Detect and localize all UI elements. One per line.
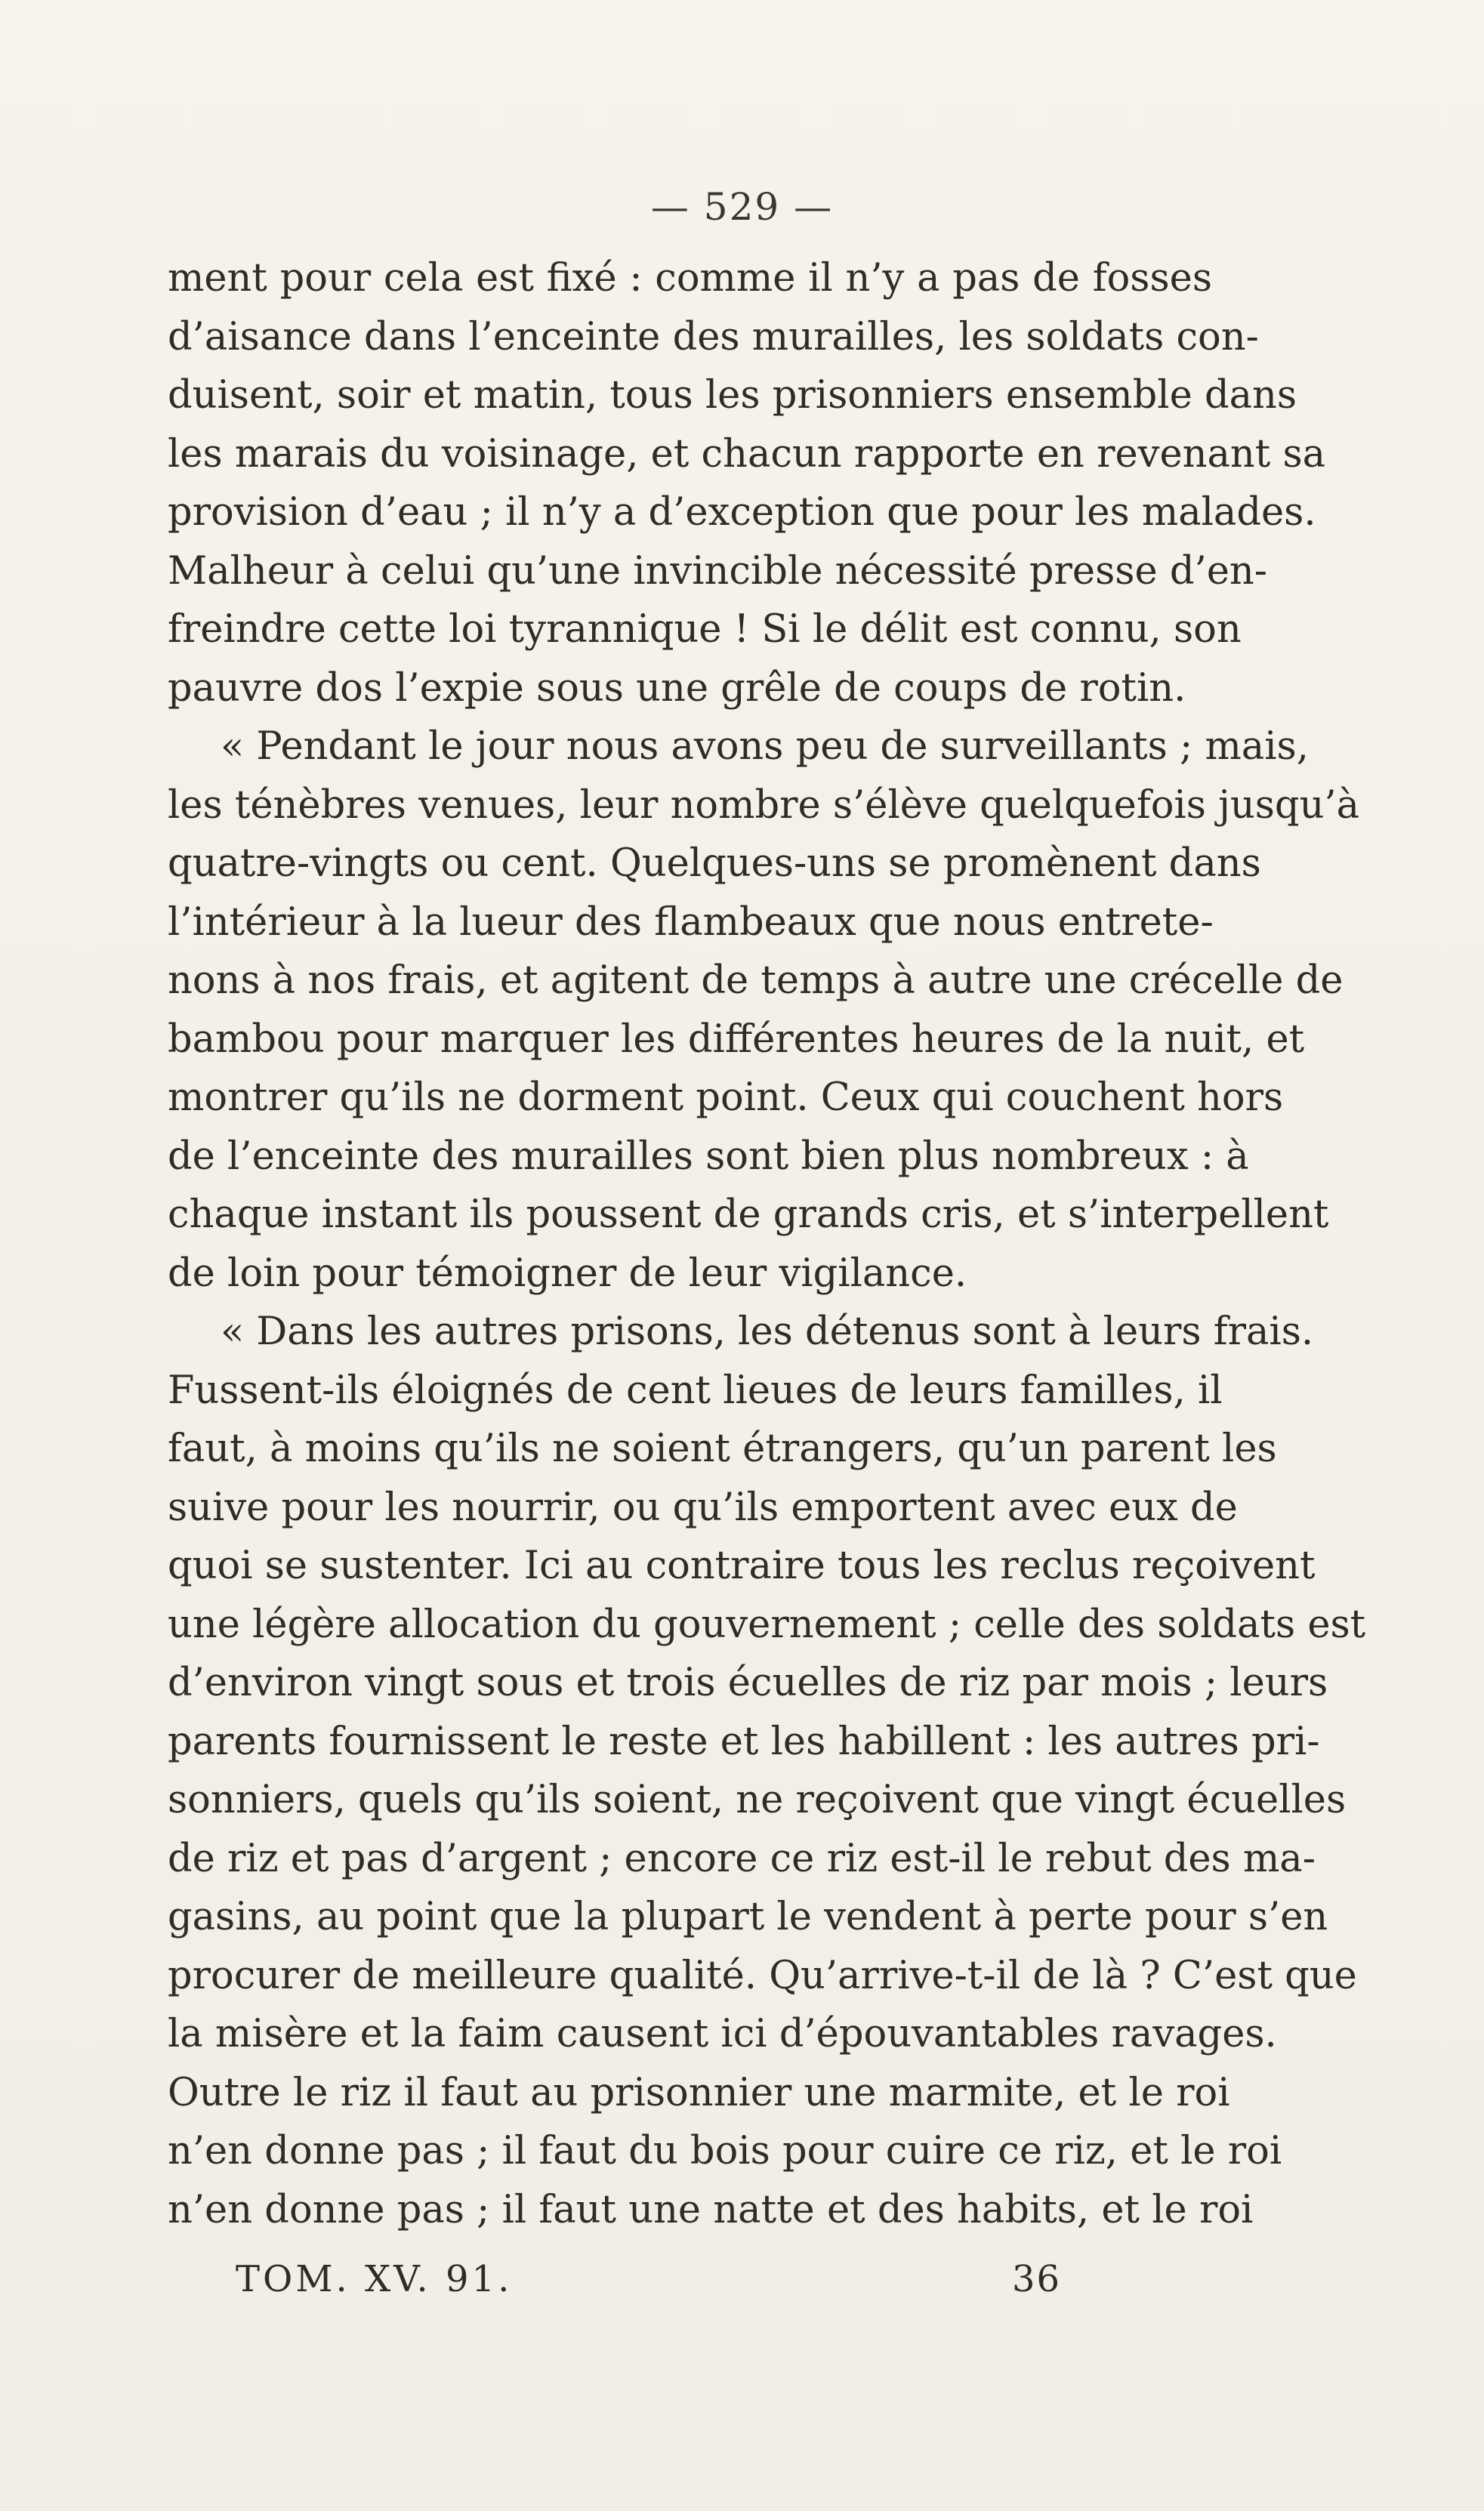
text-line: n’en donne pas ; il faut du bois pour cuire ce riz, et le roi bbox=[168, 2129, 1282, 2173]
text-line: duisent, soir et matin, tous les prisonniers ensemble dans bbox=[168, 373, 1297, 418]
text-line: freindre cette loi tyrannique ! Si le délit est connu, son bbox=[168, 607, 1242, 652]
page-footer bbox=[0, 2258, 1484, 2318]
text-line: nons à nos frais, et agitent de temps à autre une crécelle de bbox=[168, 958, 1344, 1003]
text-line: faut, à moins qu’ils ne soient étrangers, qu’un parent les bbox=[168, 1427, 1277, 1471]
text-line: suive pour les nourrir, ou qu’ils emportent avec eux de bbox=[168, 1485, 1238, 1530]
text-line: une légère allocation du gouvernement ; celle des soldats est bbox=[168, 1602, 1366, 1647]
text-line: montrer qu’ils ne dorment point. Ceux qui couchent hors bbox=[168, 1075, 1284, 1120]
text-line: parents fournissent le reste et les habillent : les autres pri- bbox=[168, 1719, 1320, 1764]
text-line: chaque instant ils poussent de grands cris, et s’interpellent bbox=[168, 1192, 1329, 1237]
signature-mark: TOM. XV. 91. bbox=[236, 2258, 513, 2300]
text-line: Outre le riz il faut au prisonnier une marmite, et le roi bbox=[168, 2070, 1230, 2115]
text-line: n’en donne pas ; il faut une natte et des habits, et le roi bbox=[168, 2187, 1254, 2232]
text-line: Malheur à celui qu’une invincible nécessité presse d’en- bbox=[168, 548, 1267, 594]
folio-number: 36 bbox=[1012, 2258, 1062, 2300]
text-line: la misère et la faim causent ici d’épouvantables ravages. bbox=[168, 2012, 1277, 2056]
text-line: l’intérieur à la lueur des flambeaux que nous entrete- bbox=[168, 899, 1214, 945]
text-line: d’aisance dans l’enceinte des murailles, les soldats con- bbox=[168, 314, 1259, 359]
text-line: ment pour cela est fixé : comme il n’y a pas de fosses bbox=[168, 256, 1212, 301]
paragraph-start-line: « Pendant le jour nous avons peu de surveillants ; mais, bbox=[221, 724, 1309, 769]
text-line: les marais du voisinage, et chacun rapporte en revenant sa bbox=[168, 431, 1326, 477]
text-line: de loin pour témoigner de leur vigilance. bbox=[168, 1251, 967, 1296]
text-line: provision d’eau ; il n’y a d’exception que pour les malades. bbox=[168, 490, 1316, 535]
text-line: bambou pour marquer les différentes heures de la nuit, et bbox=[168, 1016, 1305, 1062]
text-line: gasins, au point que la plupart le vendent à perte pour s’en bbox=[168, 1895, 1328, 1939]
text-line: quoi se sustenter. Ici au contraire tous les reclus reçoivent bbox=[168, 1544, 1316, 1588]
text-line: sonniers, quels qu’ils soient, ne reçoivent que vingt écuelles bbox=[168, 1778, 1347, 1822]
text-line: de l’enceinte des murailles sont bien plus nombreux : à bbox=[168, 1134, 1249, 1179]
text-line: pauvre dos l’expie sous une grêle de coups de rotin. bbox=[168, 665, 1186, 711]
text-line: les ténèbres venues, leur nombre s’élève quelquefois jusqu’à bbox=[168, 782, 1360, 828]
body-text bbox=[168, 249, 1366, 2239]
text-line: quatre-vingts ou cent. Quelques-uns se promènent dans bbox=[168, 841, 1261, 886]
page-number: — 529 — bbox=[650, 185, 834, 229]
text-line: Fussent-ils éloignés de cent lieues de leurs familles, il bbox=[168, 1368, 1223, 1413]
text-line: de riz et pas d’argent ; encore ce riz est-il le rebut des ma- bbox=[168, 1836, 1316, 1881]
text-line: procurer de meilleure qualité. Qu’arrive-t-il de là ? C’est que bbox=[168, 1953, 1357, 1998]
paragraph-start-line: « Dans les autres prisons, les détenus sont à leurs frais. bbox=[221, 1309, 1314, 1354]
text-line: d’environ vingt sous et trois écuelles de riz par mois ; leurs bbox=[168, 1661, 1328, 1705]
